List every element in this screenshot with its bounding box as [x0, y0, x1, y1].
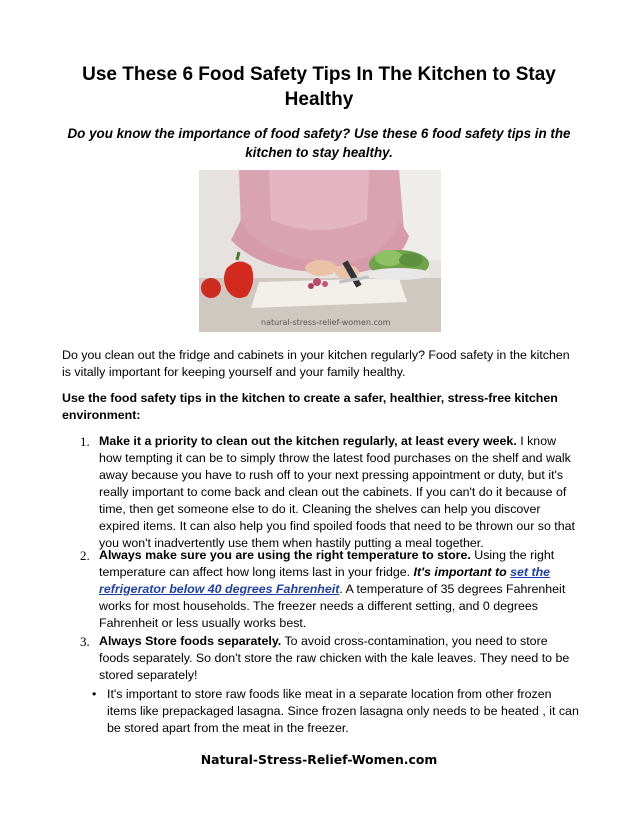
kitchen-photo	[199, 170, 441, 332]
list-item-heading: Always Store foods separately.	[99, 634, 282, 648]
page-title: Use These 6 Food Safety Tips In The Kitchen to Stay Healthy	[82, 64, 556, 110]
bullet-text: It's important to store raw foods like meat in a separate location from other frozen items like prepackaged lasagna. Since frozen lasagna only needs to be heated , it can be stored apart from the meat in the freezer.	[107, 687, 579, 735]
intro-paragraph: Do you clean out the fridge and cabinets in your kitchen regularly? Food safety in the kitchen is vitally important for keeping yourself and your family healthy.	[62, 348, 570, 379]
list-item-text	[99, 633, 580, 684]
lead-paragraph: Use the food safety tips in the kitchen to create a safer, healthier, stress-free kitchen environment:	[62, 391, 558, 422]
list-item	[80, 433, 580, 552]
list-item	[80, 633, 580, 684]
page-subtitle: Do you know the importance of food safety? Use these 6 food safety tips in the kitchen to stay healthy.	[67, 126, 571, 160]
list-number: 3.	[80, 634, 90, 649]
list-number: 1.	[80, 434, 90, 449]
list-item-heading: Always make sure you are using the right temperature to store.	[99, 548, 471, 562]
list-item-text	[99, 547, 580, 632]
list-number: 2.	[80, 548, 90, 563]
list-item-text	[99, 433, 580, 552]
page-footer: Natural-Stress-Relief-Women.com	[200, 752, 438, 767]
bullet-item	[92, 686, 580, 737]
refrigerator-temperature-link[interactable]: set the refrigerator below 40 degrees Fahrenheit	[99, 565, 551, 596]
list-item-body: To avoid cross-contamination, you need to store foods separately. So don't store the raw chicken with the kale leaves. They need to be stored separately!	[99, 634, 570, 682]
list-item-body: I know how tempting it can be to simply throw the latest food purchases on the shelf and walk away because you have to rush off to your next pressing appointment or duty, but it's really important to come back and clean out the cabinets. If you can't do it because of time, then get someone else to do it. Cleaning the shelves can help you discover expired items. It can also help you find spoiled foods that need to be thrown our so that you won't inadvertently use them when hastily putting a meal together.	[99, 434, 575, 550]
bullet-icon: •	[92, 687, 97, 701]
list-item-heading: Make it a priority to clean out the kitchen regularly, at least every week.	[99, 434, 517, 448]
photo-watermark: natural-stress-relief-women.com	[261, 318, 391, 327]
kitchen-photo-illustration	[199, 170, 441, 332]
list-item-body-continued: . A temperature of 35 degrees Fahrenheit works for most households. The freezer needs a different setting, and 0 degrees Fahrenheit or less usually works best.	[99, 582, 566, 630]
list-item-body: Using the right temperature can affect how long items last in your fridge.	[99, 548, 555, 579]
list-item-emphasis: It's important to	[413, 565, 507, 579]
list-item	[80, 547, 580, 632]
